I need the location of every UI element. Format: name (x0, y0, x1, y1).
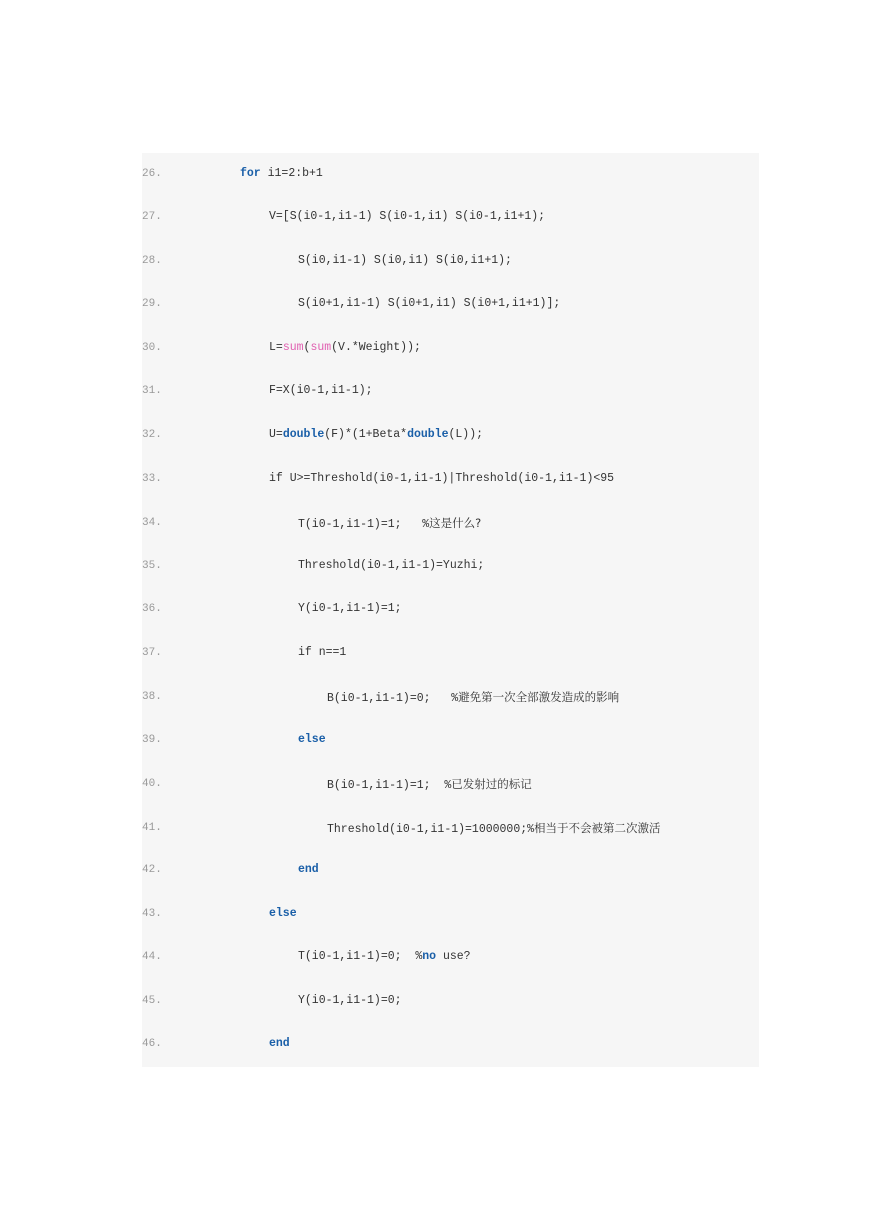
line-number: 29. (142, 298, 162, 310)
code-text (298, 862, 319, 878)
code-text (240, 166, 323, 182)
keyword: else (298, 733, 326, 746)
code-line-46 (142, 1036, 290, 1052)
keyword: double (282, 428, 325, 441)
code-token: Y(i0-1,i1-1)=0; (298, 994, 402, 1007)
code-token: B(i0-1,i1-1)=1; % (327, 779, 452, 792)
code-token: S(i0+1,i1-1) S(i0+1,i1) S(i0+1,i1+1)]; (298, 297, 561, 310)
code-line-38 (142, 689, 620, 705)
code-token: B(i0-1,i1-1)=0; % (327, 692, 459, 705)
code-line-31 (142, 383, 373, 399)
code-text (269, 340, 421, 356)
code-token: i1=2:b+1 (260, 167, 323, 180)
comment-text: 已发射过的标记 (451, 777, 532, 791)
line-number: 39. (142, 734, 162, 746)
line-number: 35. (142, 560, 162, 572)
keyword: no (422, 950, 437, 963)
code-token: F=X(i0-1,i1-1); (269, 384, 373, 397)
line-number: 31. (142, 385, 162, 397)
code-text (269, 906, 297, 922)
line-number: 40. (142, 778, 162, 790)
function-name: sum (282, 341, 304, 354)
code-token: ( (303, 341, 311, 354)
keyword: end (298, 863, 319, 876)
code-line-29 (142, 296, 561, 312)
code-token: T(i0-1,i1-1)=1; % (298, 518, 430, 531)
code-text (298, 993, 402, 1009)
line-number: 37. (142, 647, 162, 659)
code-line-32 (142, 427, 483, 443)
keyword: double (407, 428, 449, 441)
line-number: 46. (142, 1038, 162, 1050)
code-text (269, 427, 483, 443)
code-text (298, 732, 326, 748)
comment-text: 相当于不会被第二次激活 (534, 821, 661, 835)
code-line-39 (142, 732, 326, 748)
code-line-34 (142, 515, 482, 531)
line-number: 42. (142, 864, 162, 876)
function-name: sum (310, 341, 332, 354)
code-token: (V.*Weight)); (331, 341, 421, 354)
code-text (269, 1036, 290, 1052)
code-text (327, 820, 661, 838)
code-token: U= (269, 428, 283, 441)
comment-text: 这是什么? (429, 516, 482, 530)
line-number: 38. (142, 691, 162, 703)
code-token: (F)*(1+Beta* (324, 428, 408, 441)
keyword: for (240, 167, 261, 180)
code-token: Y(i0-1,i1-1)=1; (298, 602, 402, 615)
code-text (298, 949, 471, 965)
code-token: L= (269, 341, 283, 354)
line-number: 43. (142, 908, 162, 920)
code-line-37 (142, 645, 347, 661)
line-number: 27. (142, 211, 162, 223)
code-text (298, 253, 512, 269)
keyword: end (269, 1037, 290, 1050)
code-token: S(i0,i1-1) S(i0,i1) S(i0,i1+1); (298, 254, 512, 267)
code-text (298, 515, 481, 533)
code-text (298, 296, 560, 312)
code-token: Threshold(i0-1,i1-1)=1000000;% (327, 823, 535, 836)
line-number: 41. (142, 822, 162, 834)
line-number: 45. (142, 995, 162, 1007)
code-line-35 (142, 558, 485, 574)
code-line-41 (142, 820, 661, 836)
keyword: else (269, 907, 297, 920)
code-line-33 (142, 471, 615, 487)
code-line-26 (142, 166, 323, 182)
line-number: 26. (142, 168, 162, 180)
code-line-30 (142, 340, 421, 356)
code-token: (L)); (448, 428, 483, 441)
line-number: 36. (142, 603, 162, 615)
code-token: V=[S(i0-1,i1-1) S(i0-1,i1) S(i0-1,i1+1); (269, 210, 546, 223)
code-text (327, 689, 619, 707)
code-line-44 (142, 949, 471, 965)
line-number: 32. (142, 429, 162, 441)
code-line-42 (142, 862, 319, 878)
code-text (269, 383, 373, 399)
code-text (269, 471, 614, 487)
comment-text: 避免第一次全部激发造成的影响 (458, 690, 620, 704)
code-token: Threshold(i0-1,i1-1)=Yuzhi; (298, 559, 485, 572)
code-text (269, 209, 545, 225)
code-line-27 (142, 209, 546, 225)
code-text (298, 558, 484, 574)
code-line-43 (142, 906, 297, 922)
code-token: if U>=Threshold(i0-1,i1-1)|Threshold(i0-1,i1-1)<95 (269, 472, 615, 485)
line-number: 28. (142, 255, 162, 267)
code-line-45 (142, 993, 402, 1009)
line-number: 33. (142, 473, 162, 485)
code-token: T(i0-1,i1-1)=0; % (298, 950, 423, 963)
line-number: 44. (142, 951, 162, 963)
line-number: 30. (142, 342, 162, 354)
code-text (327, 776, 532, 794)
code-text (298, 601, 402, 617)
code-line-28 (142, 253, 512, 269)
code-block (142, 153, 759, 1067)
code-token: if n==1 (298, 646, 347, 659)
code-token: use? (436, 950, 471, 963)
line-number: 34. (142, 517, 162, 529)
code-line-36 (142, 601, 402, 617)
code-line-40 (142, 776, 532, 792)
code-text (298, 645, 346, 661)
